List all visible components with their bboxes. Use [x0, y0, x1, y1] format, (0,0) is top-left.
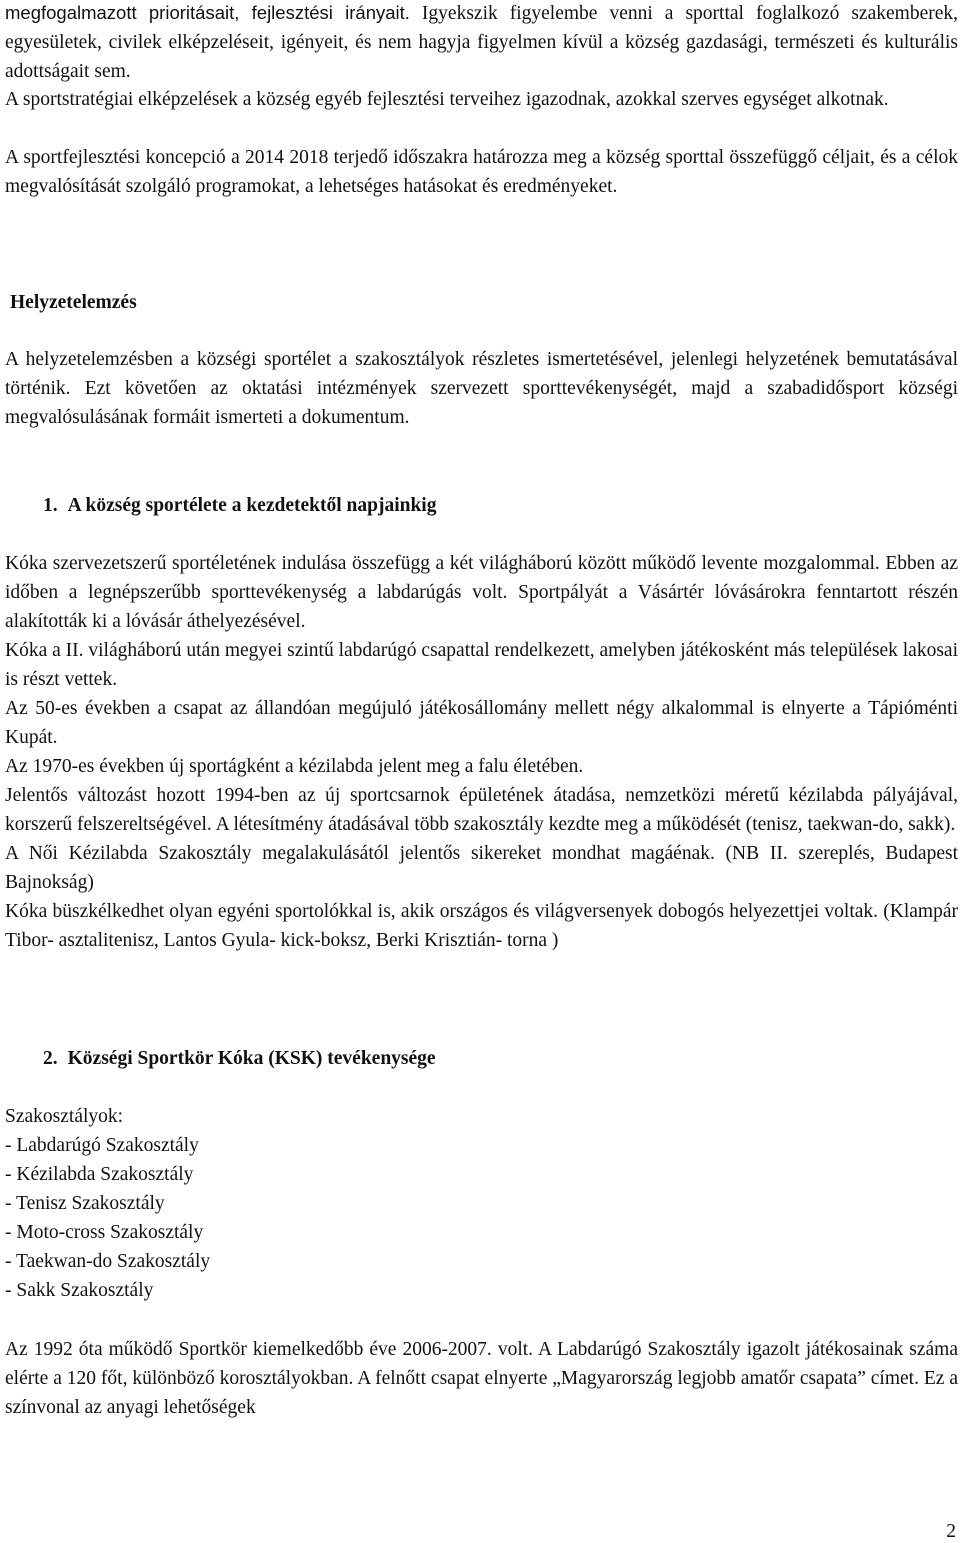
list-item: - Tenisz Szakosztály	[5, 1193, 165, 1214]
intro-paragraph-1	[5, 0, 958, 86]
list-item: - Taekwan-do Szakosztály	[5, 1251, 211, 1272]
section2-list-block	[5, 1102, 958, 1305]
section1-paragraph: Kóka szervezetszerű sportéletének indulása összefügg a két világháború között működő levente mozgalommal. Ebben az időben a legnépszerűbb sporttevékenység a labdarúgás volt. Sportpályát a Vásártér lóvásárokra fenntartott részén alakították ki a lóvásár áthelyezésével.	[5, 553, 958, 632]
section1-heading	[43, 491, 436, 520]
department-list	[5, 1131, 958, 1305]
page-number: 2	[946, 1521, 956, 1542]
section1-paragraph: Az 1970-es években új sportágként a kézilabda jelent meg a falu életében.	[5, 756, 584, 777]
section2-number: 2.	[43, 1048, 58, 1069]
section1-paragraph: Kóka a II. világháború után megyei szintű labdarúgó csapattal rendelkezett, amelyben játékosként más települések lakosai is részt vettek.	[5, 640, 958, 690]
section2-heading	[43, 1044, 436, 1073]
situation-paragraph: A helyzetelemzésben a községi sportélet a szakosztályok részletes ismertetésével, jelenlegi helyzetének bemutatásával történik. Ezt követően az oktatási intézmények szervezett sporttevékenységét, majd a szabadidősport községi megvalósulásának formáit ismerteti a dokumentum.	[5, 349, 958, 428]
intro-paragraph-3: A sportfejlesztési koncepció a 2014 2018 terjedő időszakra határozza meg a község sporttal összefüggő céljait, és a célok megvalósítását szolgáló programokat, a lehetséges hatásokat és eredményeket.	[5, 147, 958, 197]
intro-paragraph-2: A sportstratégiai elképzelések a község egyéb fejlesztési terveihez igazodnak, azokkal szerves egységet alkotnak.	[5, 89, 889, 110]
section1-paragraph: Az 50-es években a csapat az állandóan megújuló játékosállomány mellett négy alkalommal is elnyerte a Tápióménti Kupát.	[5, 698, 958, 748]
section2-closing-paragraph: Az 1992 óta működő Sportkör kiemelkedőbb éve 2006-2007. volt. A Labdarúgó Szakosztály igazolt játékosainak száma elérte a 120 főt, különböző korosztályokban. A felnőtt csapat elnyerte „Magyarország legjobb amatőr csapata” címet. Ez a színvonal az anyagi lehetőségek	[5, 1339, 958, 1418]
section1-title: A község sportélete a kezdetektől napjainkig	[67, 495, 437, 516]
list-item: - Labdarúgó Szakosztály	[5, 1135, 199, 1156]
section1-paragraph: A Női Kézilabda Szakosztály megalakulásától jelentős sikereket mondhat magáénak. (NB II. szereplés, Budapest Bajnokság)	[5, 843, 958, 893]
section1-paragraph: Kóka büszkélkedhet olyan egyéni sportolókkal is, akik országos és világversenyek dobogós helyezettjei voltak. (Klampár Tibor- asztalitenisz, Lantos Gyula- kick-boksz, Berki Krisztián- torna )	[5, 901, 958, 951]
list-item: - Kézilabda Szakosztály	[5, 1164, 194, 1185]
section1-number: 1.	[43, 495, 58, 516]
section2-title: Községi Sportkör Kóka (KSK) tevékenysége	[67, 1048, 436, 1069]
list-item: - Sakk Szakosztály	[5, 1280, 154, 1301]
intro-line-sans: megfogalmazott prioritásait, fejlesztési irányait.	[5, 2, 410, 23]
situation-heading: Helyzetelemzés	[10, 292, 137, 313]
section1-paragraph: Jelentős változást hozott 1994-ben az új sportcsarnok épületének átadása, nemzetközi méretű kézilabda pályájával, korszerű felszereltségével. A létesítmény átadásával több szakosztály kezdte meg a működését (tenisz, taekwan-do, sakk).	[5, 785, 958, 835]
intro-line-rest: Igyekszik figyelembe venni a sporttal foglalkozó szakemberek, egyesületek, civilek elképzeléseit, igényeit, és nem hagyja figyelmen kívül a község gazdasági, természeti és kulturális adottságait sem.	[5, 3, 958, 82]
list-item: - Moto-cross Szakosztály	[5, 1222, 204, 1243]
section1-body	[5, 549, 958, 955]
list-title: Szakosztályok:	[5, 1106, 124, 1127]
